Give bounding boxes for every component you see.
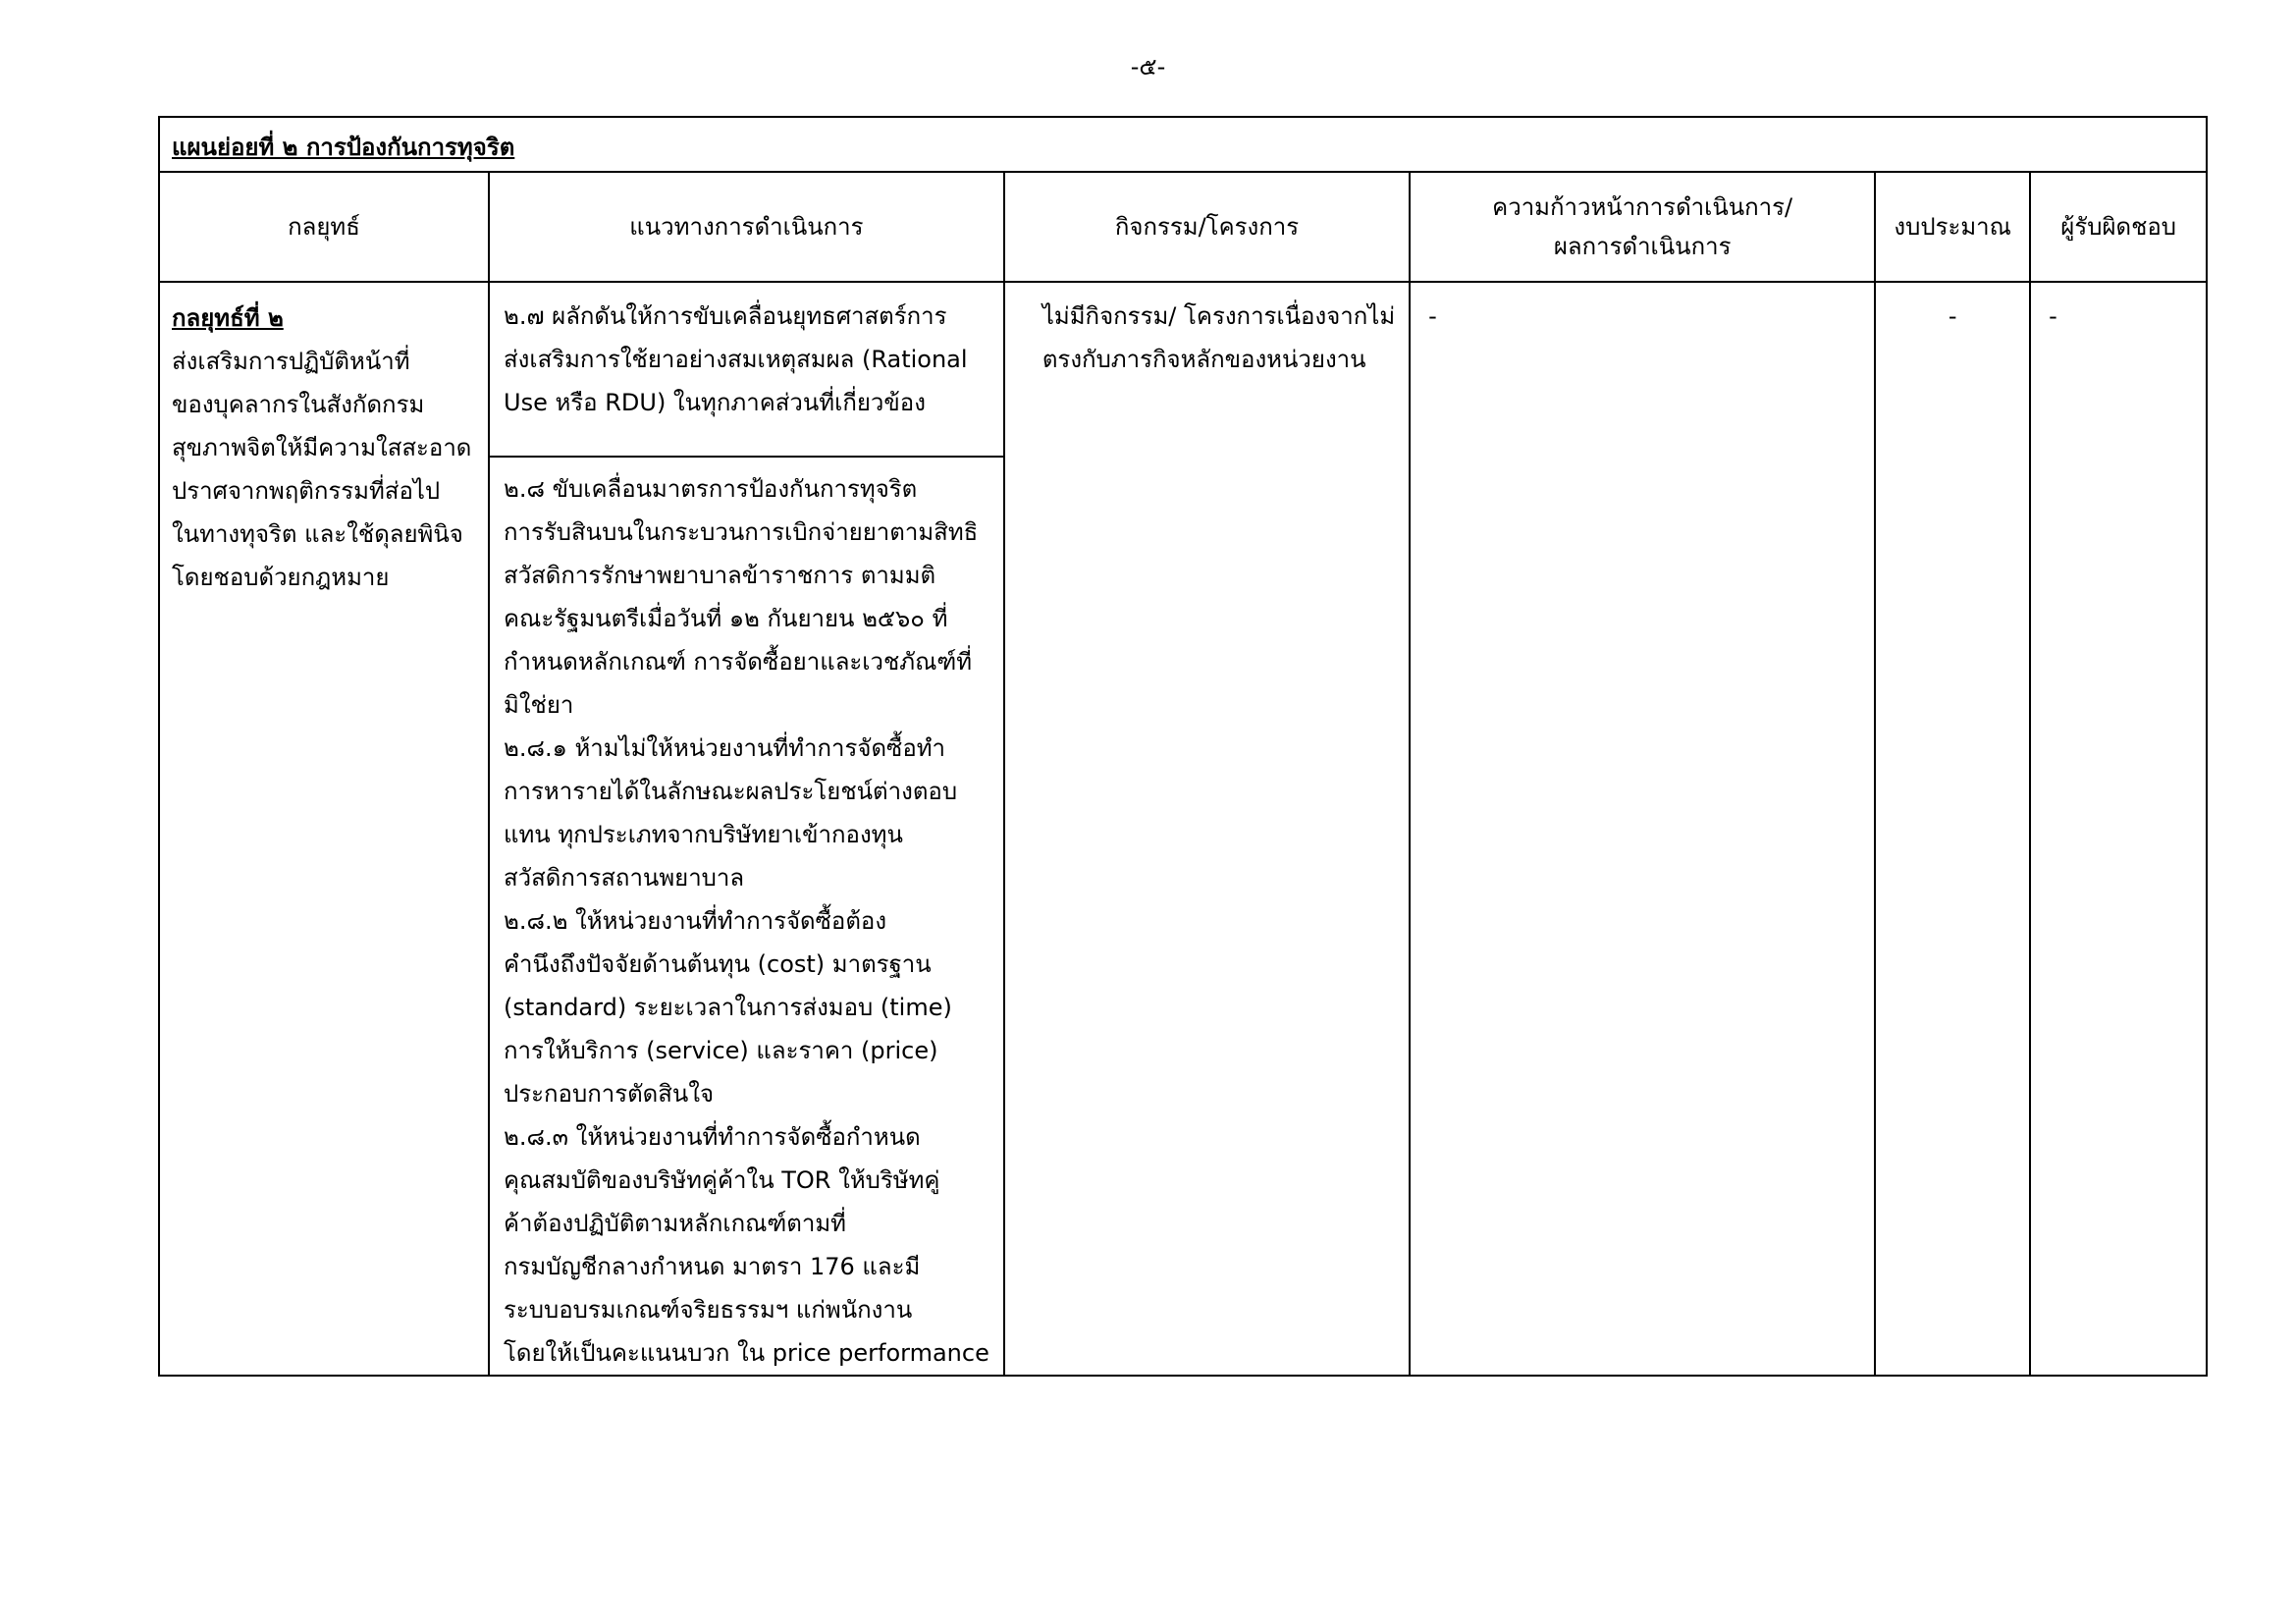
plan-table xyxy=(158,116,2208,1377)
strategy-line: โดยชอบด้วยกฎหมาย xyxy=(172,564,390,591)
guideline-line: การรับสินบนในกระบวนการเบิกจ่ายยาตามสิทธิ xyxy=(504,518,979,546)
budget-value: - xyxy=(1948,302,1957,330)
guideline-line: ๒.๘.๓ ให้หน่วยงานที่ทำการจัดซื้อกำหนด xyxy=(504,1123,921,1151)
guideline-line: สวัสดิการรักษาพยาบาลข้าราชการ ตามมติ xyxy=(504,562,936,589)
strategy-cell xyxy=(159,282,489,1376)
header-responsible: ผู้รับผิดชอบ xyxy=(2030,172,2207,282)
guideline-line: กำหนดหลักเกณฑ์ การจัดซื้อยาและเวชภัณฑ์ที่ xyxy=(504,648,973,676)
guideline-line: ๒.๘ ขับเคลื่อนมาตรการป้องกันการทุจริต xyxy=(504,475,918,503)
responsible-value: - xyxy=(2049,302,2057,330)
guideline-line: แทน ทุกประเภทจากบริษัทยาเข้ากองทุน xyxy=(504,821,903,848)
guideline-line: คณะรัฐมนตรีเมื่อวันที่ ๑๒ กันยายน ๒๕๖๐ ที่ xyxy=(504,605,948,632)
strategy-line: ส่งเสริมการปฏิบัติหน้าที่ xyxy=(172,348,410,375)
strategy-line: ปราศจากพฤติกรรมที่ส่อไป xyxy=(172,477,441,505)
guideline-line: คำนึงถึงปัจจัยด้านต้นทุน (cost) มาตรฐาน xyxy=(504,950,932,978)
activity-cell xyxy=(1004,282,1410,1376)
budget-cell xyxy=(1875,282,2030,1376)
guideline-cell-2-7 xyxy=(489,282,1004,457)
activity-line: ตรงกับภารกิจหลักของหน่วยงาน xyxy=(1041,346,1366,373)
guideline-line: การให้บริการ (service) และราคา (price) xyxy=(504,1037,938,1064)
header-progress xyxy=(1410,172,1875,282)
header-progress-line2: ผลการดำเนินการ xyxy=(1553,233,1732,260)
guideline-line: ค้าต้องปฏิบัติตามหลักเกณฑ์ตามที่ xyxy=(504,1210,846,1237)
guideline-line: สวัสดิการสถานพยาบาล xyxy=(504,864,745,892)
header-progress-line1: ความก้าวหน้าการดำเนินการ/ xyxy=(1492,193,1793,221)
plan-title-cell xyxy=(159,117,2207,172)
guideline-line: คุณสมบัติของบริษัทคู่ค้าใน TOR ให้บริษัทคู่ xyxy=(504,1166,940,1194)
progress-cell xyxy=(1410,282,1875,1376)
guideline-line: (standard) ระยะเวลาในการส่งมอบ (time) xyxy=(504,994,952,1021)
guideline-line: การหารายได้ในลักษณะผลประโยชน์ต่างตอบ xyxy=(504,778,958,805)
plan-title: แผนย่อยที่ ๒ การป้องกันการทุจริต xyxy=(172,134,515,161)
progress-value: - xyxy=(1428,302,1437,330)
activity-line: ไม่มีกิจกรรม/ โครงการเนื่องจากไม่ xyxy=(1041,302,1396,330)
guideline-line: ๒.๗ ผลักดันให้การขับเคลื่อนยุทธศาสตร์การ xyxy=(504,302,947,330)
header-budget: งบประมาณ xyxy=(1875,172,2030,282)
strategy-title: กลยุทธ์ที่ ๒ xyxy=(172,304,284,332)
strategy-line: ของบุคลากรในสังกัดกรม xyxy=(172,391,425,418)
header-guideline: แนวทางการดำเนินการ xyxy=(489,172,1004,282)
guideline-line: กรมบัญชีกลางกำหนด มาตรา 176 และมี xyxy=(504,1253,921,1280)
guideline-line: ระบบอบรมเกณฑ์จริยธรรมฯ แก่พนักงาน xyxy=(504,1296,913,1324)
header-strategy: กลยุทธ์ xyxy=(159,172,489,282)
guideline-line: ประกอบการตัดสินใจ xyxy=(504,1080,715,1108)
body-row-a xyxy=(159,282,2207,457)
guideline-cell-2-8 xyxy=(489,457,1004,1376)
strategy-line: ในทางทุจริต และใช้ดุลยพินิจ xyxy=(172,520,463,548)
guideline-line: ๒.๘.๑ ห้ามไม่ให้หน่วยงานที่ทำการจัดซื้อทำ xyxy=(504,734,946,762)
guideline-line: โดยให้เป็นคะแนนบวก ใน price performance xyxy=(504,1339,989,1367)
page-number: -๕- xyxy=(1130,53,1166,81)
responsible-cell xyxy=(2030,282,2207,1376)
strategy-line: สุขภาพจิตให้มีความใสสะอาด xyxy=(172,434,472,461)
guideline-line: มิใช่ยา xyxy=(504,691,574,719)
guideline-line: Use หรือ RDU) ในทุกภาคส่วนที่เกี่ยวข้อง xyxy=(504,389,926,416)
guideline-line: ๒.๘.๒ ให้หน่วยงานที่ทำการจัดซื้อต้อง xyxy=(504,907,887,935)
header-row xyxy=(159,172,2207,282)
guideline-line: ส่งเสริมการใช้ยาอย่างสมเหตุสมผล (Rational xyxy=(504,346,968,373)
header-activity: กิจกรรม/โครงการ xyxy=(1004,172,1410,282)
